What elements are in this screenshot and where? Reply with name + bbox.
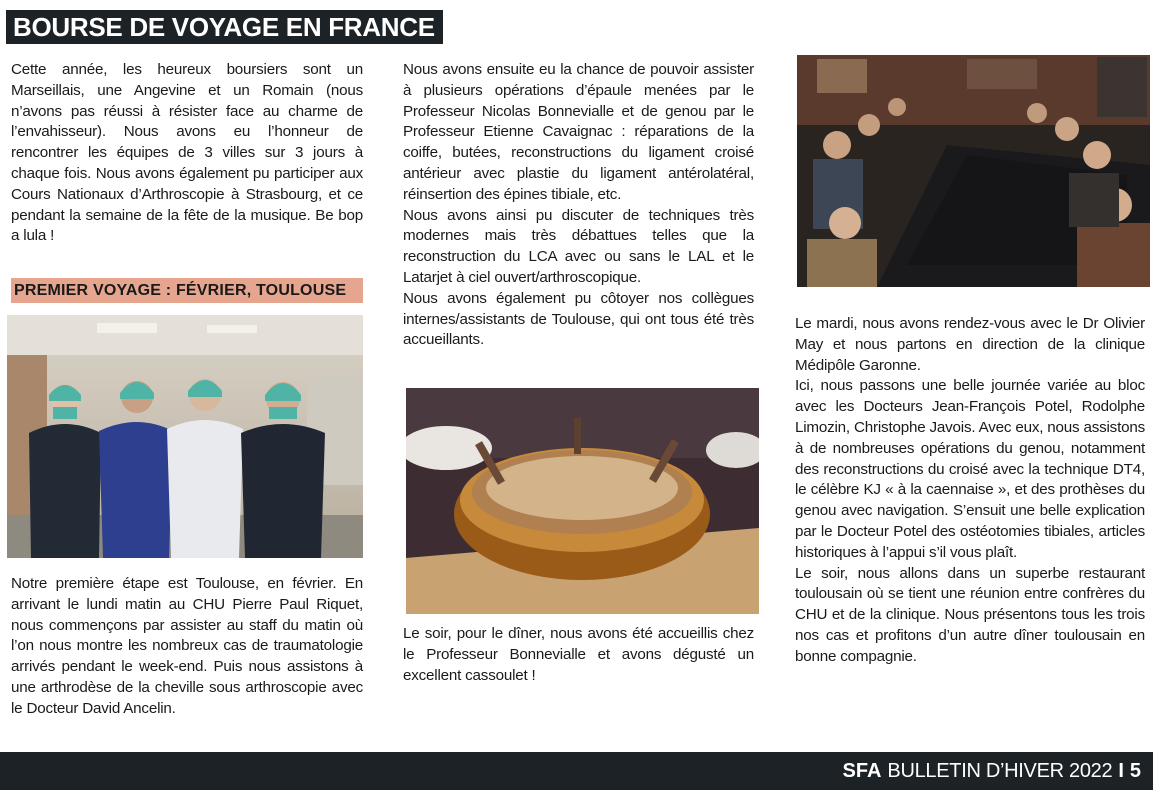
column-1-intro [11, 60, 363, 247]
section-heading: PREMIER VOYAGE : FÉVRIER, TOULOUSE [11, 278, 363, 303]
column-3-text [795, 314, 1145, 668]
toulouse-paragraph: Notre première étape est Toulouse, en février. En arrivant le lundi matin au CHU Pierre Paul Riquet, nous commençons par assister au staff du matin où l’on nous montre les nombreux cas de traumatologie arrivés pendant le week-end. Puis nous assistons à une arthrodèse de la cheville sous arthroscopie avec le Docteur David Ancelin. [11, 575, 363, 717]
column-2-paragraph-3: Nous avons également pu côtoyer nos collègues internes/assistants de Toulouse, qui ont tous été très accueillants. [403, 289, 754, 349]
footer-separator: I [1118, 760, 1124, 782]
photo-surgical-team [7, 315, 363, 558]
column-3-paragraph-1: Le mardi, nous avons rendez-vous avec le Dr Olivier May et nous partons en direction de la clinique Médipôle Garonne. [795, 315, 1145, 374]
footer-brand: SFA [842, 760, 882, 782]
column-3-paragraph-2: Ici, nous passons une belle journée variée au bloc avec les Docteurs Jean-François Potel, Rodolphe Limozin, Christophe Javois. Avec eux, nous assistons à de nombreuses opérations du genou, notamment des reconstructions du croisé avec la technique DT4, le célèbre KJ « à la caennaise », et des prothèses du genou avec navigation. S’ensuit une belle explication par le Docteur Potel des ostéotomies tibiales, articles historiques à l’appui s’il vous plaît. [795, 377, 1145, 561]
page-title: BOURSE DE VOYAGE EN FRANCE [6, 10, 443, 44]
photo-restaurant-dinner [797, 55, 1150, 287]
page-number: 5 [1129, 760, 1141, 782]
dinner-paragraph: Le soir, pour le dîner, nous avons été accueillis chez le Professeur Bonnevialle et avons dégusté un excellent cassoulet ! [403, 625, 754, 684]
column-2-paragraph-2: Nous avons ainsi pu discuter de techniques très modernes mais très débattues telles que la reconstruction du LCA avec ou sans le LAL et le Latarjet à ciel ouvert/arthroscopique. [403, 206, 754, 286]
photo-cassoulet [406, 388, 759, 614]
column-3-paragraph-3: Le soir, nous allons dans un superbe restaurant toulousain où se tient une réunion entre confrères du CHU et de la clinique. Nous présentons tous les trois nos cas et profitons d’un autre dîner toulousain en bonne compagnie. [795, 564, 1145, 665]
column-2-paragraph-1: Nous avons ensuite eu la chance de pouvoir assister à plusieurs opérations d’épaule menées par le Professeur Nicolas Bonnevialle et de genou par le Professeur Etienne Cavaignac : réparations de la coiffe, butées, reconstructions du ligament croisé antérieur avec plastie du ligament antérolatéral, réinsertion des épines tibiale, etc. [403, 61, 754, 203]
column-2-caption [403, 624, 754, 686]
column-1-body [11, 574, 363, 720]
column-2-text [403, 60, 754, 351]
footer-bar [0, 752, 1153, 790]
intro-paragraph: Cette année, les heureux boursiers sont un Marseillais, une Angevine et un Romain (nous n’avons pas réussi à résister face au charme de l’envahisseur). Nous avons eu l’honneur de rencontrer les équipes de 3 villes sur 3 jours à chaque fois. Nous avons également pu participer aux Cours Nationaux d’Arthroscopie à Strasbourg, et ce pendant la semaine de la fête de la musique. Be bop a lula ! [11, 61, 363, 245]
footer-issue: BULLETIN D’HIVER 2022 [887, 760, 1113, 782]
